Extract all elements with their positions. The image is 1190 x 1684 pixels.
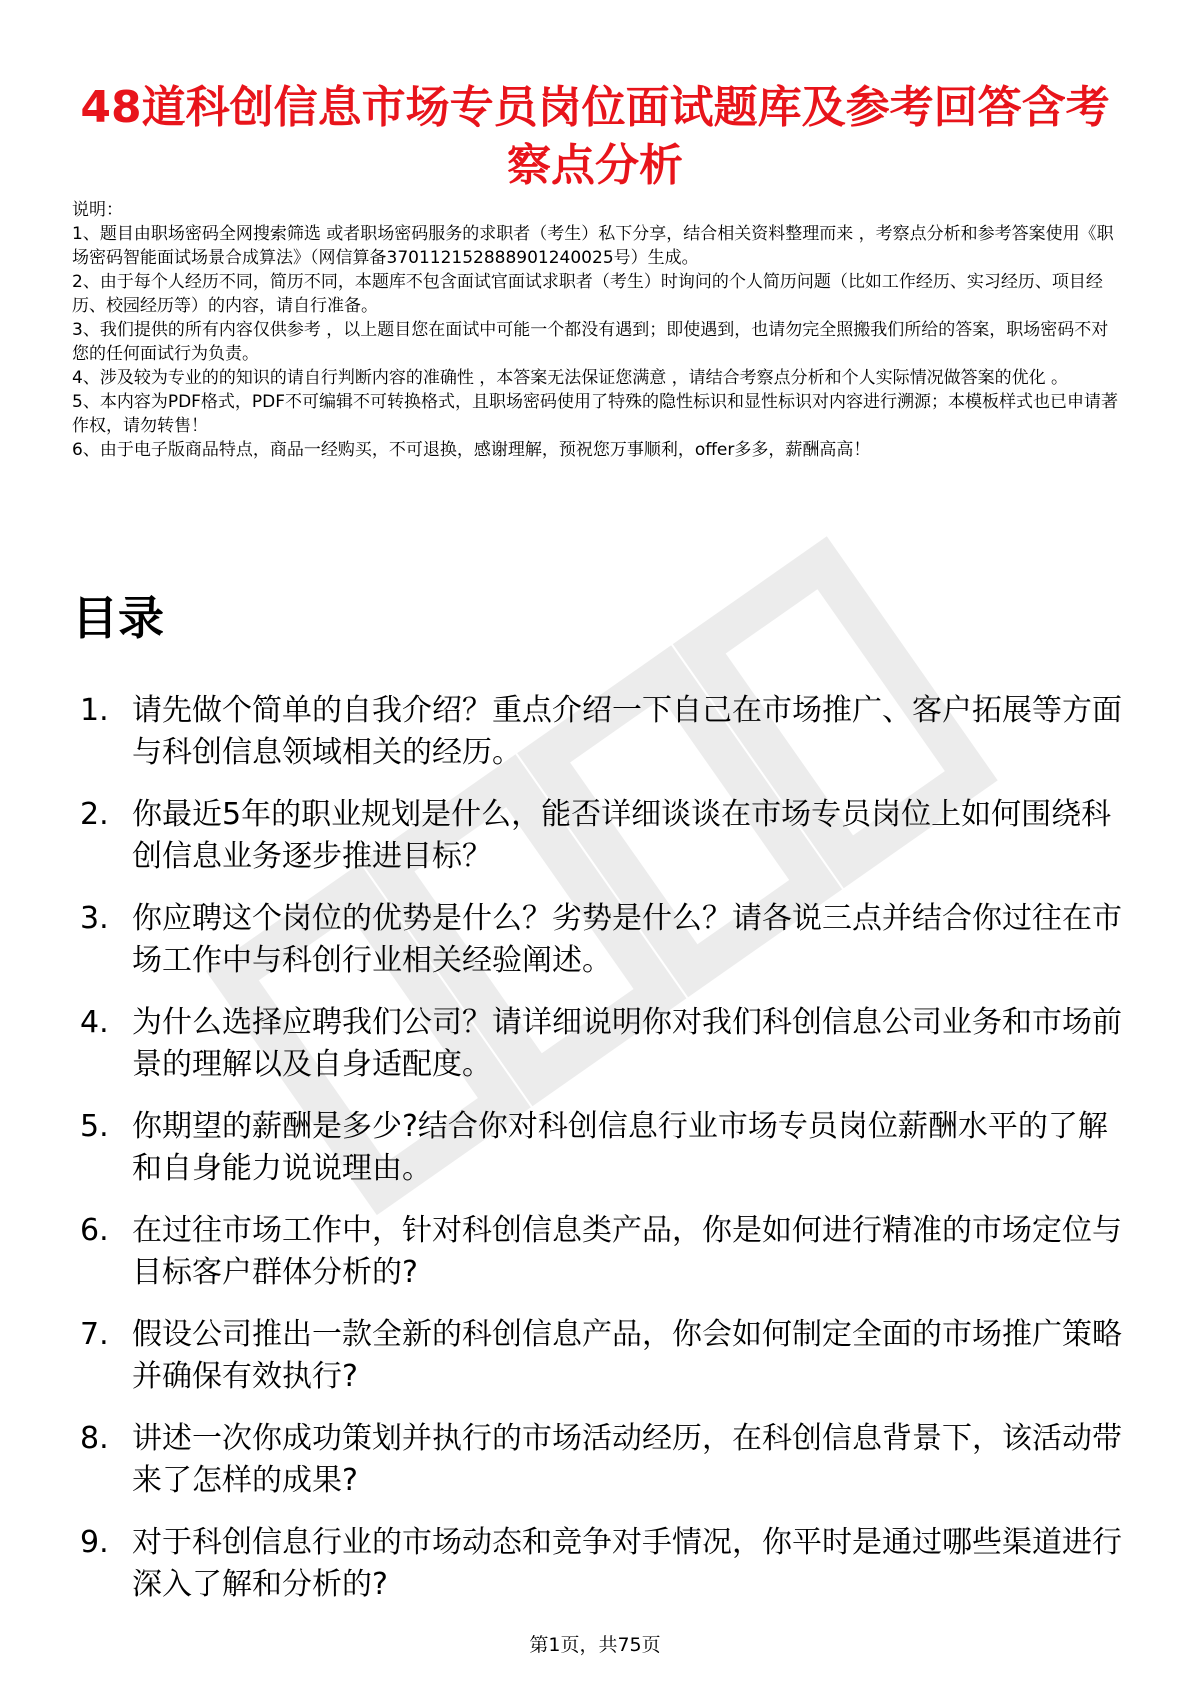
note-item: 2、由于每个人经历不同，简历不同，本题库不包含面试官面试求职者（考生）时询问的个人简历问题（比如工作经历、实习经历、项目经历、校园经历等）的内容，请自行准备。 bbox=[72, 272, 1103, 316]
toc-item-number: 1. bbox=[80, 693, 109, 728]
toc-item-number: 3. bbox=[80, 901, 109, 936]
toc-item[interactable] bbox=[72, 1210, 1132, 1294]
toc-item-number: 6. bbox=[80, 1213, 109, 1248]
toc-item-number: 8. bbox=[80, 1421, 109, 1456]
toc-item-question: 对于科创信息行业的市场动态和竞争对手情况，你平时是通过哪些渠道进行深入了解和分析的? bbox=[132, 1525, 1122, 1602]
note-item: 1、题目由职场密码全网搜索筛选 或者职场密码服务的求职者（考生）私下分享，结合相关资料整理而来 ，考察点分析和参考答案使用《职场密码智能面试场景合成算法》（网信算备370112152888901240025号）生成。 bbox=[72, 224, 1114, 268]
toc-item[interactable] bbox=[72, 1314, 1132, 1398]
toc-item-question: 为什么选择应聘我们公司？请详细说明你对我们科创信息公司业务和市场前景的理解以及自身适配度。 bbox=[132, 1005, 1122, 1082]
toc-item-number: 9. bbox=[80, 1525, 109, 1560]
toc-item-number: 5. bbox=[80, 1109, 109, 1144]
toc-item[interactable] bbox=[72, 690, 1132, 774]
toc-item[interactable] bbox=[72, 1106, 1132, 1190]
note-item: 6、由于电子版商品特点，商品一经购买，不可退换，感谢理解，预祝您万事顺利，offer多多，薪酬高高！ bbox=[72, 440, 871, 460]
toc-item-question: 讲述一次你成功策划并执行的市场活动经历，在科创信息背景下，该活动带来了怎样的成果? bbox=[132, 1421, 1122, 1498]
toc-item-question: 你最近5年的职业规划是什么，能否详细谈谈在市场专员岗位上如何围绕科创信息业务逐步推进目标？ bbox=[132, 797, 1112, 874]
toc-item-question: 你应聘这个岗位的优势是什么？劣势是什么？请各说三点并结合你过往在市场工作中与科创行业相关经验阐述。 bbox=[132, 901, 1122, 978]
toc-item-number: 2. bbox=[80, 797, 109, 832]
toc-item[interactable] bbox=[72, 1522, 1132, 1606]
toc-item-question: 请先做个简单的自我介绍？重点介绍一下自己在市场推广、客户拓展等方面与科创信息领域相关的经历。 bbox=[132, 693, 1122, 770]
note-item: 3、我们提供的所有内容仅供参考 ，以上题目您在面试中可能一个都没有遇到；即使遇到，也请勿完全照搬我们所给的答案，职场密码不对您的任何面试行为负责。 bbox=[72, 320, 1109, 364]
toc-item[interactable] bbox=[72, 794, 1132, 878]
toc-item[interactable] bbox=[72, 1418, 1132, 1502]
toc-item-question: 在过往市场工作中，针对科创信息类产品，你是如何进行精准的市场定位与目标客户群体分析的? bbox=[132, 1213, 1122, 1290]
note-item: 4、涉及较为专业的的知识的请自行判断内容的准确性 ，本答案无法保证您满意 ，请结合考察点分析和个人实际情况做答案的优化 。 bbox=[72, 368, 1069, 388]
toc-heading: 目录 bbox=[72, 591, 164, 645]
notes-heading: 说明： bbox=[72, 200, 123, 220]
toc-item-question: 你期望的薪酬是多少?结合你对科创信息行业市场专员岗位薪酬水平的了解和自身能力说说理由。 bbox=[132, 1109, 1108, 1186]
toc-item-number: 7. bbox=[80, 1317, 109, 1352]
toc-list bbox=[72, 690, 1132, 1626]
note-item: 5、本内容为PDF格式，PDF不可编辑不可转换格式，且职场密码使用了特殊的隐性标识和显性标识对内容进行溯源；本模板样式也已申请著作权，请勿转售！ bbox=[72, 392, 1119, 436]
toc-item[interactable] bbox=[72, 898, 1132, 982]
document-title: 48道科创信息市场专员岗位面试题库及参考回答含考察点分析 bbox=[80, 82, 1110, 192]
toc-item-number: 4. bbox=[80, 1005, 109, 1040]
toc-item-question: 假设公司推出一款全新的科创信息产品，你会如何制定全面的市场推广策略并确保有效执行? bbox=[132, 1317, 1122, 1394]
toc-item[interactable] bbox=[72, 1002, 1132, 1086]
page-footer: 第1页，共75页 bbox=[529, 1634, 661, 1656]
disclaimer-notes bbox=[72, 198, 1122, 462]
